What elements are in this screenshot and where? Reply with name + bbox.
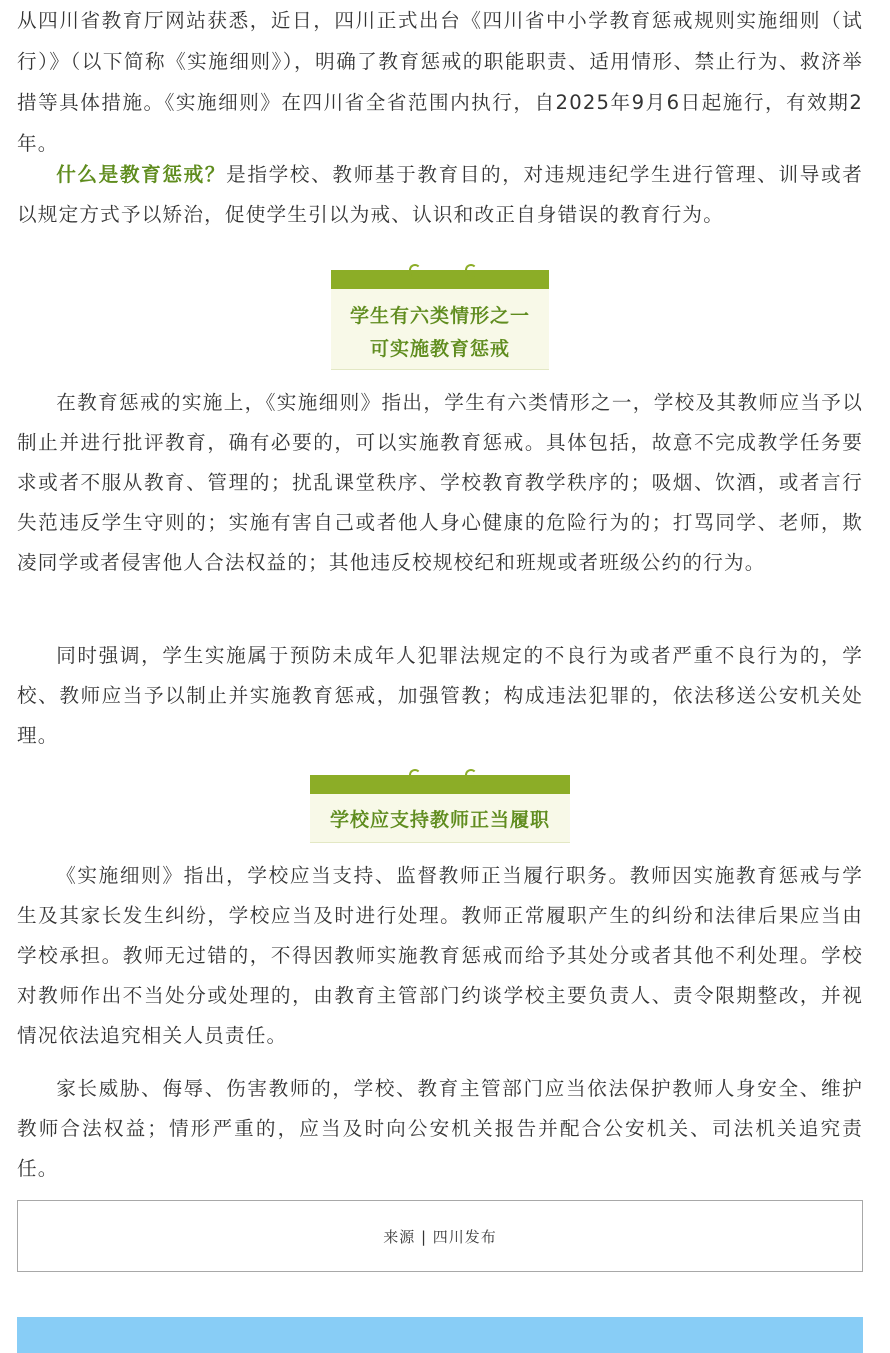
section-heading-support [17, 775, 863, 843]
emphasis-paragraph: 同时强调，学生实施属于预防未成年人犯罪法规定的不良行为或者严重不良行为的，学校、教师应当予以制止并实施教育惩戒，加强管教；构成违法犯罪的，依法移送公安机关处理。 [17, 644, 863, 747]
six-cases-paragraph: 在教育惩戒的实施上，《实施细则》指出，学生有六类情形之一，学校及其教师应当予以制止并进行批评教育，确有必要的，可以实施教育惩戒。具体包括，故意不完成教学任务要求或者不服从教育、管理的；扰乱课堂秩序、学校教育教学秩序的；吸烟、饮酒，或者言行失范违反学生守则的；实施有害自己或者他人身心健康的危险行为的；打骂同学、老师，欺凌同学或者侵害他人合法权益的；其他违反校规校纪和班规或者班级公约的行为。 [17, 391, 863, 574]
protection-paragraph: 家长威胁、侮辱、伤害教师的，学校、教育主管部门应当依法保护教师人身安全、维护教师合法权益；情形严重的，应当及时向公安机关报告并配合公安机关、司法机关追究责任。 [17, 1077, 863, 1180]
ring-icon [465, 264, 477, 279]
intro-paragraph: 从四川省教育厅网站获悉，近日，四川正式出台《四川省中小学教育惩戒规则实施细则（试行）》（以下简称《实施细则》），明确了教育惩戒的职能职责、适用情形、禁止行为、救济举措等具体措施。《实施细则》在四川省全省范围内执行，自2025年9月6日起施行，有效期2年。 [17, 9, 863, 155]
definition-label: 什么是教育惩戒？ [56, 163, 227, 186]
heading-line-2: 可实施教育惩戒 [369, 338, 510, 360]
definition-paragraph [17, 155, 863, 235]
ring-icon [409, 264, 421, 279]
heading-line: 学校应支持教师正当履职 [329, 809, 550, 831]
definition-text: 是指学校、教师基于教育目的，对违规违纪学生进行管理、训导或者以规定方式予以矫治，促使学生引以为戒、认识和改正自身错误的教育行为。 [17, 163, 863, 226]
heading-bar [310, 775, 570, 794]
heading-line-1: 学生有六类情形之一 [349, 305, 530, 327]
ring-icon [409, 769, 421, 784]
source-box [17, 1200, 863, 1272]
source-text: 来源 | 四川发布 [383, 1227, 497, 1246]
ring-icon [465, 769, 477, 784]
support-paragraph: 《实施细则》指出，学校应当支持、监督教师正当履行职务。教师因实施教育惩戒与学生及其家长发生纠纷，学校应当及时进行处理。教师正常履职产生的纠纷和法律后果应当由学校承担。教师无过错的，不得因教师实施教育惩戒而给予其处分或者其他不利处理。学校对教师作出不当处分或处理的，由教育主管部门约谈学校主要负责人、责令限期整改，并视情况依法追究相关人员责任。 [17, 864, 863, 1047]
section-heading-six-cases [17, 270, 863, 370]
heading-bar [331, 270, 549, 289]
bottom-banner [17, 1317, 863, 1353]
